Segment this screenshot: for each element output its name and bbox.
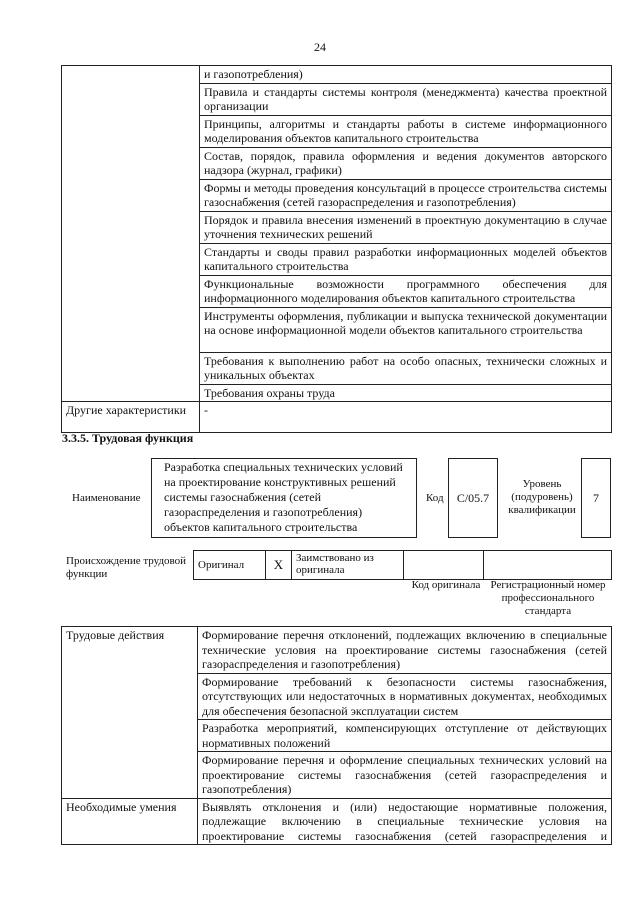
original-code-cell [404, 551, 484, 580]
level-label: Уровень (подуровень) квалификации [508, 478, 576, 516]
code-caption: Код оригинала [411, 579, 481, 591]
knowledge-item: Функциональные возможности программного обеспечения для информационного моделирования объектов капитального строительства [200, 275, 612, 307]
reg-number-cell [484, 551, 612, 580]
labor-action-item: Разработка мероприятий, компенсирующих отступление от действующих нормативных положений [198, 720, 612, 752]
original-mark: X [266, 551, 292, 580]
labor-action-item: Формирование перечня отклонений, подлежащих включению в специальные технические условия на проектирование системы газоснабжения (сетей газораспределения и газопотребления) [198, 627, 612, 674]
labor-action-item: Формирование перечня и оформление специальных технических условий на проектирование системы газоснабжения (сетей газораспределения и газопотребления) [198, 752, 612, 799]
function-name-box [151, 458, 417, 538]
level-box [581, 458, 611, 538]
knowledge-item: и газопотребления) [200, 66, 612, 84]
knowledge-item: Требования охраны труда [200, 384, 612, 402]
code-label: Код [426, 492, 444, 504]
knowledge-item: Инструменты оформления, публикации и выпуска технической документации на основе информационной модели объектов капитального строительства [200, 307, 612, 352]
other-characteristics-label: Другие характеристики [62, 402, 200, 433]
page-number: 24 [314, 40, 326, 54]
reg-caption: Регистрационный номер профессионального стандарта [490, 579, 606, 617]
knowledge-item: Состав, порядок, правила оформления и ведения документов авторского надзора (журнал, графики) [200, 147, 612, 179]
knowledge-item: Формы и методы проведения консультаций в процессе строительства системы газоснабжения (сетей газораспределения и газопотребления) [200, 179, 612, 211]
origin-table [193, 550, 612, 580]
name-label: Наименование [72, 492, 141, 504]
skill-item: Выявлять отклонения и (или) недостающие нормативные положения, подлежащие включению в специальные технические условия на проектирование системы газоснабжения (сетей газораспределения и [198, 798, 612, 845]
left-empty-cell [62, 66, 200, 402]
function-code: С/05.7 [456, 491, 490, 505]
origin-label: Происхождение трудовой функции [66, 555, 187, 580]
knowledge-item: Принципы, алгоритмы и стандарты работы в системе информационного моделирования объектов капитального строительства [200, 115, 612, 147]
knowledge-item: Правила и стандарты системы контроля (менеджмента) качества проектной организации [200, 83, 612, 115]
code-box [448, 458, 498, 538]
knowledge-item: Стандарты и своды правил разработки информационных моделей объектов капитального строительства [200, 243, 612, 275]
function-name: Разработка специальных технических условий на проектирование конструктивных решений системы газоснабжения (сетей газораспределения и газопотребления) объектов капитального строительства [164, 460, 403, 534]
knowledge-item: Требования к выполнению работ на особо опасных, технически сложных и уникальных объектах [200, 352, 612, 384]
labor-actions-label: Трудовые действия [62, 627, 198, 799]
labor-actions-table [61, 626, 612, 845]
top-knowledge-table [61, 65, 612, 433]
borrowed-label: Заимствовано из оригинала [292, 551, 404, 580]
knowledge-item: Порядок и правила внесения изменений в проектную документацию в случае уточнения технических решений [200, 211, 612, 243]
original-label: Оригинал [194, 551, 266, 580]
section-title: 3.3.5. Трудовая функция [62, 431, 194, 445]
labor-action-item: Формирование требований к безопасности системы газоснабжения, отсутствующих или недостаточных в нормативных документах, необходимых для обеспечения безопасной эксплуатации систем [198, 673, 612, 720]
level-value: 7 [593, 491, 599, 505]
skills-label: Необходимые умения [62, 798, 198, 845]
other-characteristics-value: - [200, 402, 612, 433]
